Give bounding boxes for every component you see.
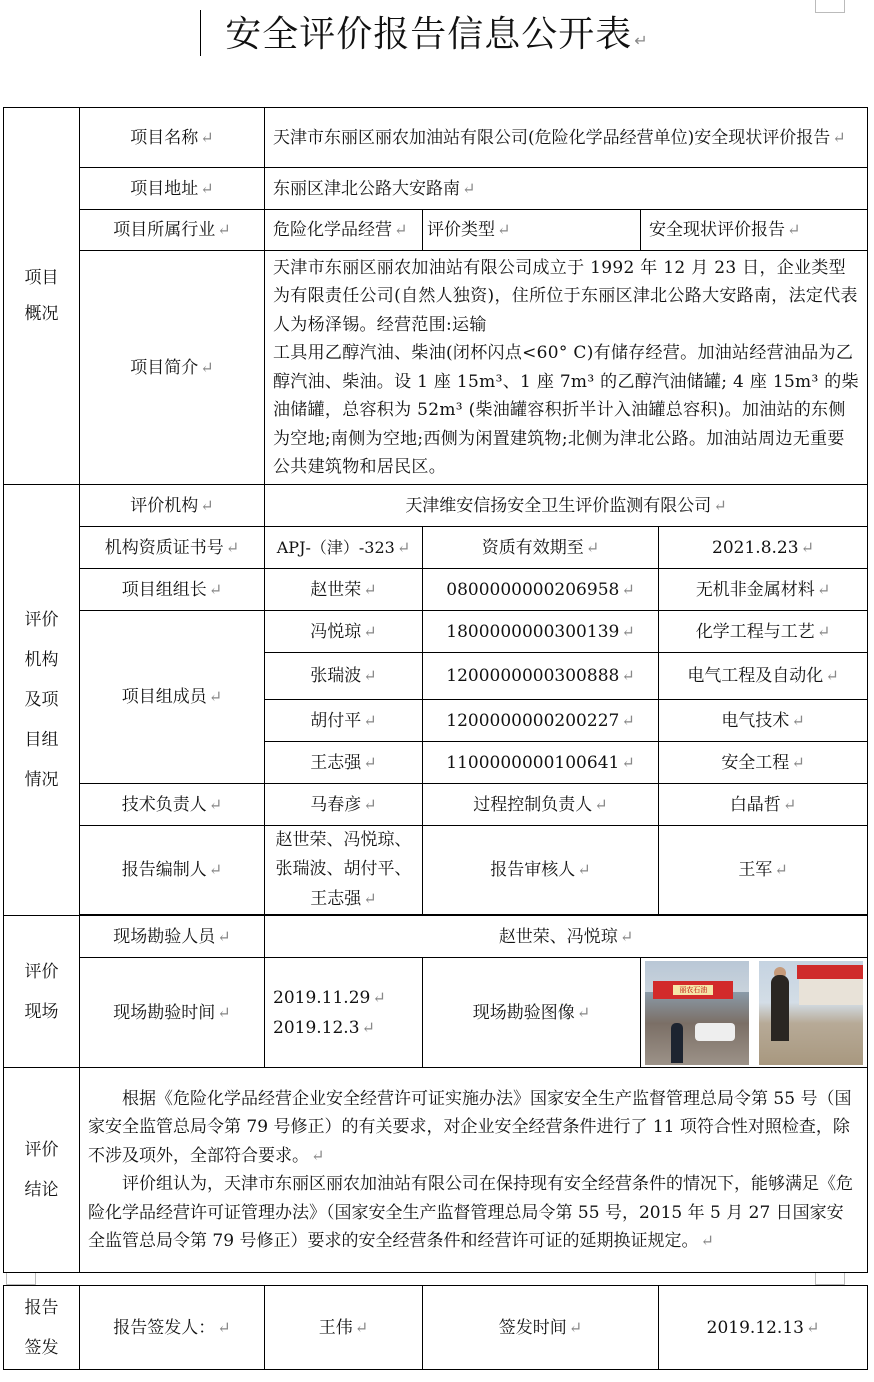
site-time-label: 现场勘验时间 ↵ — [80, 958, 265, 1068]
cert-value: APJ-（津）-323 ↵ — [265, 527, 423, 569]
member-name: 张瑞波 ↵ — [265, 653, 423, 700]
process-lead-value: 白晶哲 ↵ — [659, 784, 868, 826]
paragraph-mark-icon: ↵ — [634, 31, 649, 50]
project-intro-value — [265, 251, 868, 485]
signer-value: 王伟 ↵ — [265, 1286, 423, 1370]
author-value: 赵世荣、冯悦琼、张瑞波、胡付平、王志强 ↵ — [265, 826, 423, 915]
cert-label: 机构资质证书号 ↵ — [80, 527, 265, 569]
project-address-value: 东丽区津北公路大安路南 ↵ — [265, 168, 868, 210]
text-cursor — [200, 10, 201, 56]
page-title — [0, 6, 874, 57]
title-text: 安全评价报告信息公开表 — [225, 14, 633, 55]
conclusion-paragraph-2: 评价组认为，天津市东丽区丽农加油站有限公司在保持现有安全经营条件的情况下，能够满足《危险化学品经营许可证管理办法》（国家安全生产监督管理总局令第 55 号，2015 年 5 月 27 日国家安全监管总局令第 79 号修正）要求的安全经营条件和经营许可证的延期换证规定。 ↵ — [88, 1174, 853, 1251]
members-label: 项目组成员 ↵ — [80, 611, 265, 784]
section-sign: 报告签发 — [4, 1286, 80, 1370]
leader-name: 赵世荣 ↵ — [265, 569, 423, 611]
eval-type-label: 评价类型 ↵ — [423, 210, 641, 251]
conclusion-text — [80, 1068, 868, 1273]
valid-value: 2021.8.23 ↵ — [659, 527, 868, 569]
member-major: 化学工程与工艺 ↵ — [659, 611, 868, 653]
sign-table — [3, 1285, 868, 1370]
project-address-label: 项目地址 ↵ — [80, 168, 265, 210]
agency-label: 评价机构 ↵ — [80, 485, 265, 527]
section-site: 评价现场 — [4, 916, 80, 1068]
member-id: 1200000000300888 ↵ — [423, 653, 659, 700]
member-name: 冯悦琼 ↵ — [265, 611, 423, 653]
site-staff-value: 赵世荣、冯悦琼 ↵ — [265, 916, 868, 958]
tech-lead-value: 马春彦 ↵ — [265, 784, 423, 826]
signer-label: 报告签发人： ↵ — [80, 1286, 265, 1370]
site-photo-sign: 丽农石油 — [673, 985, 713, 995]
project-industry-value: 危险化学品经营 ↵ — [265, 210, 423, 251]
section-org: 评价机构及项目组情况 — [4, 485, 80, 916]
project-name-label: 项目名称 ↵ — [80, 108, 265, 168]
project-industry-label: 项目所属行业 ↵ — [80, 210, 265, 251]
section-overview: 项目概况 — [4, 108, 80, 485]
corner-mark — [6, 1272, 36, 1285]
project-name-value: 天津市东丽区丽农加油站有限公司(危险化学品经营单位)安全现状评价报告 ↵ — [265, 108, 868, 168]
info-table — [3, 107, 868, 1273]
leader-major: 无机非金属材料 ↵ — [659, 569, 868, 611]
project-intro-label: 项目简介 ↵ — [80, 251, 265, 485]
sign-time-label: 签发时间 ↵ — [423, 1286, 659, 1370]
corner-mark — [815, 0, 845, 13]
intro-paragraph-2: 工具用乙醇汽油、柴油(闭杯闪点<60° C)有储存经营。加油站经营油品为乙醇汽油、柴油。设 1 座 15m³、1 座 7m³ 的乙醇汽油储罐; 4 座 15m³ 的柴油储罐，总容积为 52m³ (柴油罐容积折半计入油罐总容积)。加油站的东侧为空地;南侧为空地;西侧为闲置建筑物;北侧为津北公路。加油站周边无重要公共建筑物和居民区。 — [273, 343, 859, 477]
member-id: 1100000000100641 ↵ — [423, 742, 659, 784]
member-name: 胡付平 ↵ — [265, 700, 423, 742]
site-staff-label: 现场勘验人员 ↵ — [80, 916, 265, 958]
site-photo-2 — [759, 961, 863, 1065]
member-major: 安全工程 ↵ — [659, 742, 868, 784]
corner-mark — [815, 1272, 845, 1285]
member-id: 1800000000300139 ↵ — [423, 611, 659, 653]
member-name: 王志强 ↵ — [265, 742, 423, 784]
site-image-cell — [641, 958, 868, 1068]
site-time-value: 2019.11.29 ↵ 2019.12.3 ↵ — [265, 958, 423, 1068]
agency-value: 天津维安信扬安全卫生评价监测有限公司 ↵ — [265, 485, 868, 527]
conclusion-paragraph-1: 根据《危险化学品经营企业安全经营许可证实施办法》国家安全生产监督管理总局令第 55 号（国家安全监管总局令第 79 号修正）的有关要求，对企业安全经营条件进行了 11 项符合性对照检查，除不涉及项外，全部符合要求。 ↵ — [88, 1088, 852, 1166]
member-major: 电气技术 ↵ — [659, 700, 868, 742]
eval-type-value: 安全现状评价报告 ↵ — [641, 210, 868, 251]
member-major: 电气工程及自动化 ↵ — [659, 653, 868, 700]
sign-time-value: 2019.12.13 ↵ — [659, 1286, 868, 1370]
tech-lead-label: 技术负责人 ↵ — [80, 784, 265, 826]
site-photo-1 — [645, 961, 749, 1065]
reviewer-value: 王军 ↵ — [659, 826, 868, 915]
leader-id: 0800000000206958 ↵ — [423, 569, 659, 611]
site-image-label: 现场勘验图像 ↵ — [423, 958, 641, 1068]
valid-label: 资质有效期至 ↵ — [423, 527, 659, 569]
intro-paragraph-1: 天津市东丽区丽农加油站有限公司成立于 1992 年 12 月 23 日，企业类型为有限责任公司(自然人独资)，住所位于东丽区津北公路大安路南，法定代表人为杨泽锡。经营范围:运输 — [273, 257, 858, 335]
section-conclusion: 评价结论 — [4, 1068, 80, 1273]
author-label: 报告编制人 ↵ — [80, 826, 265, 915]
member-id: 1200000000200227 ↵ — [423, 700, 659, 742]
process-lead-label: 过程控制负责人 ↵ — [423, 784, 659, 826]
leader-label: 项目组组长 ↵ — [80, 569, 265, 611]
reviewer-label: 报告审核人 ↵ — [423, 826, 659, 915]
